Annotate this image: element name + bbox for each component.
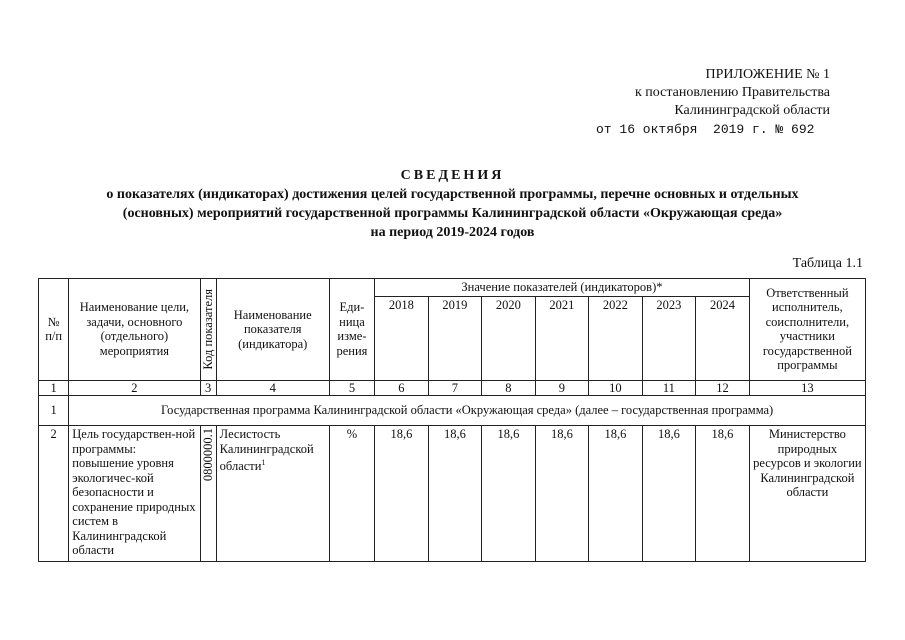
header-executor: Ответственный исполнитель, соисполнители, участники государственной программы (749, 279, 865, 381)
goal-name: Цель государствен-ной программы: повышение уровня экологичес-кой безопасности и сохранение природных систем в Калининградской области (69, 426, 200, 562)
title-line-1: о показателях (индикаторах) достижения целей государственной программы, перечне основных и отдельных (106, 187, 799, 202)
goal-code: 0800000.1 (200, 428, 215, 482)
title-line-2: (основных) мероприятий государственной программы Калининградской области «Окружающая среда» (122, 206, 783, 221)
goal-row (39, 426, 866, 562)
header-name: Наименование цели, задачи, основного (отдельного) мероприятия (69, 279, 200, 381)
header-year: 2019 (428, 296, 482, 380)
column-number: 2 (69, 380, 200, 396)
program-row (39, 396, 866, 426)
program-row-num: 1 (39, 396, 69, 426)
header-year: 2021 (535, 296, 589, 380)
program-row-text: Государственная программа Калининградской области «Окружающая среда» (далее – государственная программа) (69, 396, 866, 426)
annex-subtitle: к постановлению Правительства (634, 85, 830, 100)
goal-row-num: 2 (39, 426, 69, 562)
column-number: 1 (39, 380, 69, 396)
header-year: 2023 (642, 296, 696, 380)
goal-indicator-footnote: 1 (261, 458, 266, 467)
goal-value-2023: 18,6 (642, 426, 696, 562)
annex-region: Калининградской области (674, 103, 830, 118)
column-number-row (39, 380, 866, 396)
column-number: 10 (589, 380, 643, 396)
goal-unit: % (329, 426, 374, 562)
goal-indicator: Лесистость Калининградской области (219, 427, 314, 474)
column-number: 9 (535, 380, 589, 396)
column-number: 13 (749, 380, 865, 396)
column-number: 8 (482, 380, 536, 396)
header-indicator: Наименование показателя (индикатора) (216, 279, 329, 381)
header-year: 2018 (375, 296, 429, 380)
annex-title: ПРИЛОЖЕНИЕ № 1 (705, 67, 830, 82)
column-number: 5 (329, 380, 374, 396)
goal-value-2022: 18,6 (589, 426, 643, 562)
header-unit: Еди-ница изме-рения (329, 279, 374, 381)
goal-value-2020: 18,6 (482, 426, 536, 562)
header-year: 2020 (482, 296, 536, 380)
column-number: 12 (696, 380, 750, 396)
column-number: 7 (428, 380, 482, 396)
indicators-table (38, 278, 866, 562)
header-code (200, 279, 216, 381)
table-label: Таблица 1.1 (792, 256, 863, 271)
title-line-3: на период 2019-2024 годов (370, 225, 535, 240)
column-number: 4 (216, 380, 329, 396)
header-num: № п/п (39, 279, 69, 381)
document-title: СВЕДЕНИЯ (400, 168, 505, 183)
column-number: 11 (642, 380, 696, 396)
header-values-group: Значение показателей (индикаторов)* (375, 279, 750, 297)
goal-code-cell (200, 426, 216, 562)
goal-value-2018: 18,6 (375, 426, 429, 562)
goal-value-2019: 18,6 (428, 426, 482, 562)
goal-indicator-cell (216, 426, 329, 562)
column-number: 3 (200, 380, 216, 396)
header-year: 2024 (696, 296, 750, 380)
goal-value-2024: 18,6 (696, 426, 750, 562)
column-number: 6 (375, 380, 429, 396)
goal-value-2021: 18,6 (535, 426, 589, 562)
header-code-label: Код показателя (200, 288, 215, 370)
header-year: 2022 (589, 296, 643, 380)
decree-date: от 16 октября 2019 г. № 692 (596, 122, 815, 137)
goal-executor: Министерство природных ресурсов и экологии Калининградской области (749, 426, 865, 562)
